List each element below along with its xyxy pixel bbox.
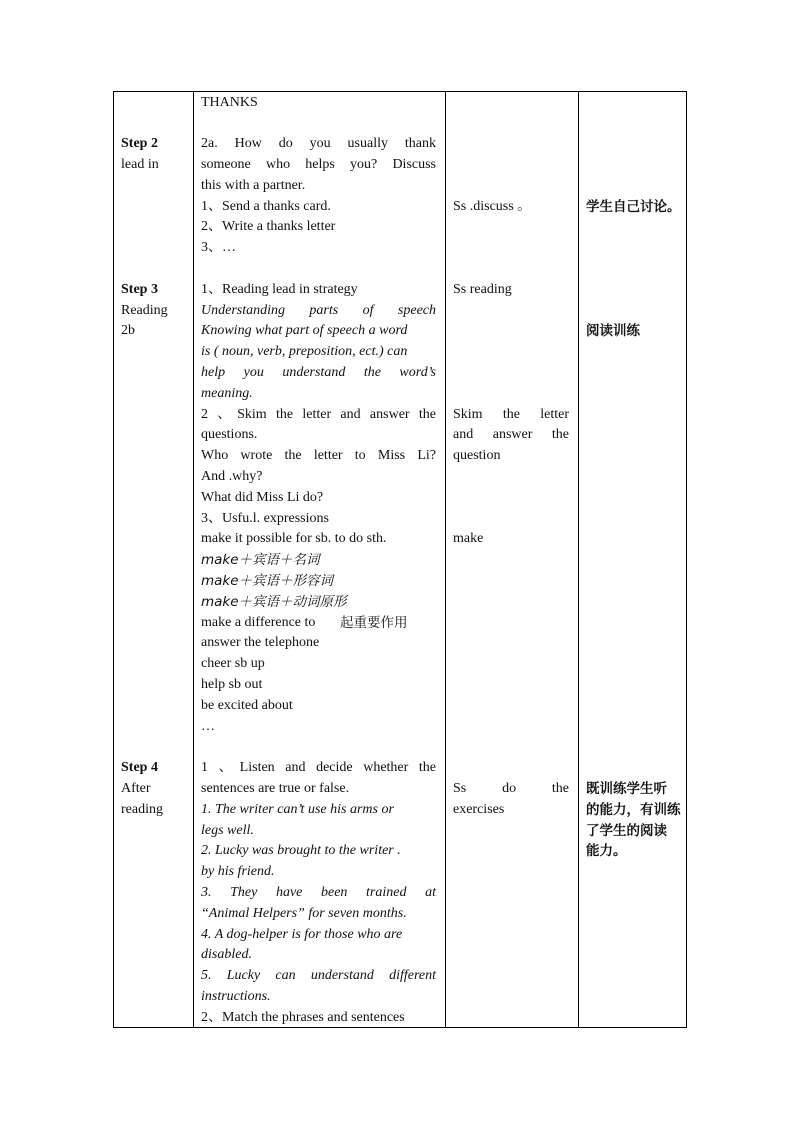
student-text: Skim the letter xyxy=(453,407,569,422)
activity-text: cheer sb up xyxy=(201,656,265,671)
step-4-label-2: reading xyxy=(121,802,163,817)
activity-text: 1 、Listen and decide whether the xyxy=(201,760,436,775)
step-4-label: After xyxy=(121,781,151,796)
activity-text: make＋宾语＋动词原形 xyxy=(201,594,347,610)
purpose-text: 阅读训练 xyxy=(586,323,640,339)
activity-text: 1、Reading lead in strategy xyxy=(201,282,358,297)
activity-text: make＋宾语＋名词 xyxy=(201,552,320,568)
activity-text: be excited about xyxy=(201,698,293,713)
activity-column xyxy=(194,92,446,1028)
activity-text: 2、Write a thanks letter xyxy=(201,219,336,234)
step-column xyxy=(114,92,194,1028)
activity-text: “Animal Helpers” for seven months. xyxy=(201,906,407,921)
activity-text: 3、… xyxy=(201,240,236,255)
student-text: question xyxy=(453,448,501,463)
activity-text: What did Miss Li do? xyxy=(201,490,324,505)
activity-text: this with a partner. xyxy=(201,178,306,193)
activity-text: legs well. xyxy=(201,823,254,838)
purpose-text: 能力。 xyxy=(586,843,627,859)
activity-text: 3. They have been trained at xyxy=(201,885,436,900)
activity-text: 2 、Skim the letter and answer the xyxy=(201,407,436,422)
activity-text: questions. xyxy=(201,427,258,442)
activity-text: 5. Lucky can understand different xyxy=(201,968,436,983)
activity-text: 1. The writer can’t use his arms or xyxy=(201,802,394,817)
student-text: make xyxy=(453,531,484,546)
activity-text: … xyxy=(201,719,215,734)
activity-text: And .why? xyxy=(201,469,263,484)
activity-text: by his friend. xyxy=(201,864,275,879)
purpose-column xyxy=(579,92,687,1028)
activity-text: help sb out xyxy=(201,677,263,692)
purpose-text: 的能力，有训练 xyxy=(586,802,681,818)
step-3-label-2: 2b xyxy=(121,323,135,338)
activity-text: is ( noun, verb, preposition, ect.) can xyxy=(201,344,408,359)
activity-text: make it possible for sb. to do sth. xyxy=(201,531,387,546)
student-text: Ss do the xyxy=(453,781,569,796)
activity-text: make＋宾语＋形容词 xyxy=(201,573,334,589)
activity-text: make a difference to xyxy=(201,615,316,630)
activity-text: Who wrote the letter to Miss Li? xyxy=(201,448,436,463)
activity-text: 2、Match the phrases and sentences xyxy=(201,1010,405,1025)
step-3-label: Reading xyxy=(121,303,168,318)
activity-text: 2a. How do you usually thank xyxy=(201,136,436,151)
activity-text: 起重要作用 xyxy=(340,615,408,631)
thanks-heading: THANKS xyxy=(201,95,258,110)
step-2-title: Step 2 xyxy=(121,136,158,151)
student-text: Ss .discuss 。 xyxy=(453,199,532,214)
activity-text: 4. A dog-helper is for those who are xyxy=(201,927,403,942)
purpose-text: 既训练学生听 xyxy=(586,781,667,797)
activity-text: sentences are true or false. xyxy=(201,781,350,796)
step-3-title: Step 3 xyxy=(121,282,158,297)
activity-text: answer the telephone xyxy=(201,635,320,650)
step-4-title: Step 4 xyxy=(121,760,158,775)
purpose-text: 学生自己讨论。 xyxy=(586,199,681,215)
student-text: and answer the xyxy=(453,427,569,442)
activity-text: 1、Send a thanks card. xyxy=(201,199,331,214)
step-2-label: lead in xyxy=(121,157,159,172)
activity-text: instructions. xyxy=(201,989,271,1004)
activity-text: Knowing what part of speech a word xyxy=(201,323,408,338)
activity-text: disabled. xyxy=(201,947,252,962)
student-text: exercises xyxy=(453,802,505,817)
student-activity-column xyxy=(446,92,579,1028)
activity-text: Understanding parts of speech xyxy=(201,303,436,318)
activity-text: someone who helps you? Discuss xyxy=(201,157,436,172)
activity-text: 2. Lucky was brought to the writer . xyxy=(201,843,401,858)
activity-text: help you understand the word’s xyxy=(201,365,436,380)
activity-text: 3、Usfu.l. expressions xyxy=(201,511,329,526)
purpose-text: 了学生的阅读 xyxy=(586,823,667,839)
activity-text: meaning. xyxy=(201,386,253,401)
lesson-plan-table xyxy=(113,91,687,1028)
student-text: Ss reading xyxy=(453,282,512,297)
